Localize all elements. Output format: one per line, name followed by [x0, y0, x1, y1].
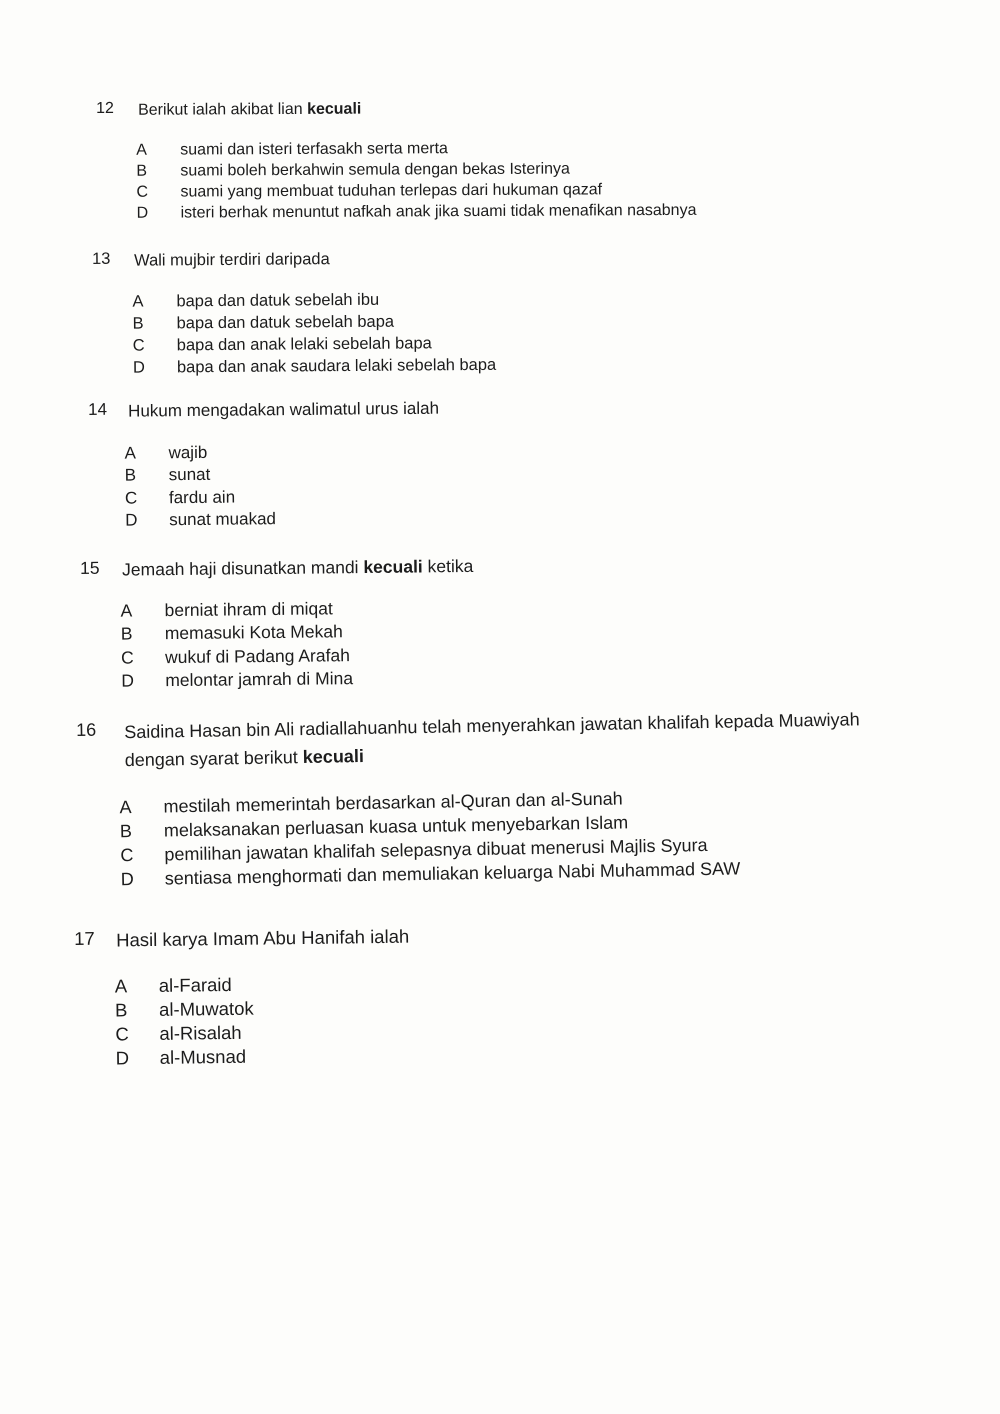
- option-c[interactable]: [125, 485, 440, 511]
- option-letter: D: [136, 205, 149, 223]
- answer-options: [136, 139, 696, 226]
- question-stem: [76, 706, 885, 776]
- option-text: suami yang membuat tuduhan terlepas dari hukuman qazaf: [180, 181, 603, 201]
- option-a[interactable]: [132, 290, 495, 315]
- option-text: bapa dan anak lelaki sebelah bapa: [176, 334, 432, 355]
- option-letter: A: [114, 975, 128, 997]
- question-17: [74, 924, 411, 1072]
- question-text: Saidina Hasan bin Ali radiallahuanhu telah menyerahkan jawatan khalifah kepada Muawiyah dengan syarat berikut kecuali: [124, 709, 860, 771]
- option-text: pemilihan jawatan khalifah selepasnya dibuat menerusi Majlis Syura: [164, 834, 708, 865]
- answer-options: [124, 440, 440, 533]
- answer-options: [120, 596, 474, 694]
- question-text: Wali mujbir terdiri daripada: [134, 250, 330, 270]
- question-number: 16: [76, 719, 97, 740]
- question-text: Berikut ialah akibat lian kecuali: [138, 100, 362, 119]
- option-d[interactable]: [121, 667, 474, 694]
- question-text: Hukum mengadakan walimatul urus ialah: [128, 398, 440, 421]
- option-text: al-Muwatok: [158, 997, 254, 1020]
- question-14: [88, 397, 440, 534]
- option-c[interactable]: [133, 334, 496, 359]
- option-text: melaksanakan perluasan kuasa untuk menyebarkan Islam: [163, 812, 629, 841]
- option-text: suami boleh berkahwin semula dengan bekas Isterinya: [180, 160, 570, 180]
- option-text: sentiasa menghormati dan memuliakan keluarga Nabi Muhammad SAW: [164, 858, 741, 889]
- answer-options: [132, 290, 496, 381]
- option-letter: D: [120, 868, 134, 890]
- option-letter: B: [120, 623, 133, 644]
- option-text: bapa dan anak saudara lelaki sebelah bapa: [176, 355, 497, 377]
- option-text: berniat ihram di miqat: [164, 597, 333, 620]
- option-a[interactable]: [124, 440, 439, 466]
- option-text: melontar jamrah di Mina: [165, 668, 354, 691]
- option-letter: C: [124, 488, 138, 508]
- option-text: suami dan isteri terfasakh serta merta: [180, 140, 448, 159]
- question-number: 15: [80, 557, 100, 578]
- emphasis-word: kecuali: [363, 556, 423, 578]
- option-letter: D: [115, 1047, 130, 1069]
- option-b[interactable]: [125, 463, 440, 489]
- option-text: memasuki Kota Mekah: [164, 621, 343, 644]
- option-letter: B: [124, 465, 137, 485]
- option-b[interactable]: [133, 312, 496, 337]
- emphasis-word: kecuali: [302, 745, 365, 767]
- question-number: 12: [96, 99, 114, 117]
- option-letter: B: [132, 314, 144, 333]
- option-letter: A: [124, 443, 136, 463]
- option-d[interactable]: [137, 202, 697, 226]
- question-stem: [96, 97, 696, 123]
- answer-options: [119, 784, 887, 893]
- option-letter: B: [136, 163, 148, 181]
- option-letter: A: [136, 142, 147, 160]
- option-text: sunat muakad: [169, 509, 277, 530]
- question-number: 17: [74, 927, 95, 949]
- option-d[interactable]: [125, 508, 440, 534]
- option-letter: C: [120, 646, 134, 668]
- question-15: [80, 554, 475, 695]
- question-stem: [92, 247, 495, 273]
- option-text: bapa dan datuk sebelah bapa: [176, 312, 395, 333]
- option-letter: C: [132, 336, 145, 355]
- question-text: Hasil karya Imam Abu Hanifah ialah: [116, 925, 410, 951]
- option-letter: B: [119, 820, 133, 842]
- question-stem: [80, 554, 473, 583]
- option-letter: C: [136, 184, 149, 202]
- question-12: [96, 97, 697, 227]
- emphasis-word: kecuali: [307, 100, 362, 118]
- option-c[interactable]: [136, 181, 696, 205]
- option-letter: B: [114, 999, 128, 1021]
- option-letter: A: [120, 599, 133, 621]
- option-text: al-Faraid: [158, 973, 232, 996]
- question-16: [76, 706, 887, 894]
- question-stem: [88, 397, 439, 424]
- option-letter: C: [120, 844, 134, 866]
- option-text: al-Risalah: [159, 1021, 242, 1044]
- option-text: wajib: [168, 442, 208, 463]
- question-text: Jemaah haji disunatkan mandi kecuali ketika: [122, 555, 474, 580]
- option-d[interactable]: [116, 1043, 411, 1071]
- option-letter: D: [132, 358, 145, 377]
- option-d[interactable]: [133, 356, 496, 381]
- option-text: mestilah memerintah berdasarkan al-Quran dan al-Sunah: [163, 788, 623, 817]
- option-text: wukuf di Padang Arafah: [164, 644, 350, 667]
- option-text: sunat: [168, 465, 211, 485]
- option-b[interactable]: [136, 160, 696, 184]
- option-text: fardu ain: [168, 487, 236, 508]
- question-13: [92, 247, 496, 381]
- option-text: isteri berhak menuntut nafkah anak jika suami tidak menafikan nasabnya: [180, 202, 697, 222]
- option-letter: C: [115, 1023, 129, 1045]
- option-text: bapa dan datuk sebelah ibu: [176, 290, 380, 311]
- option-letter: D: [121, 670, 135, 691]
- question-number: 14: [88, 399, 108, 419]
- answer-options: [115, 972, 411, 1072]
- option-a[interactable]: [136, 139, 696, 163]
- option-letter: D: [125, 510, 138, 530]
- option-letter: A: [132, 292, 144, 311]
- question-number: 13: [92, 249, 111, 268]
- question-stem: [74, 924, 409, 954]
- option-letter: A: [119, 796, 132, 818]
- option-text: al-Musnad: [159, 1045, 247, 1068]
